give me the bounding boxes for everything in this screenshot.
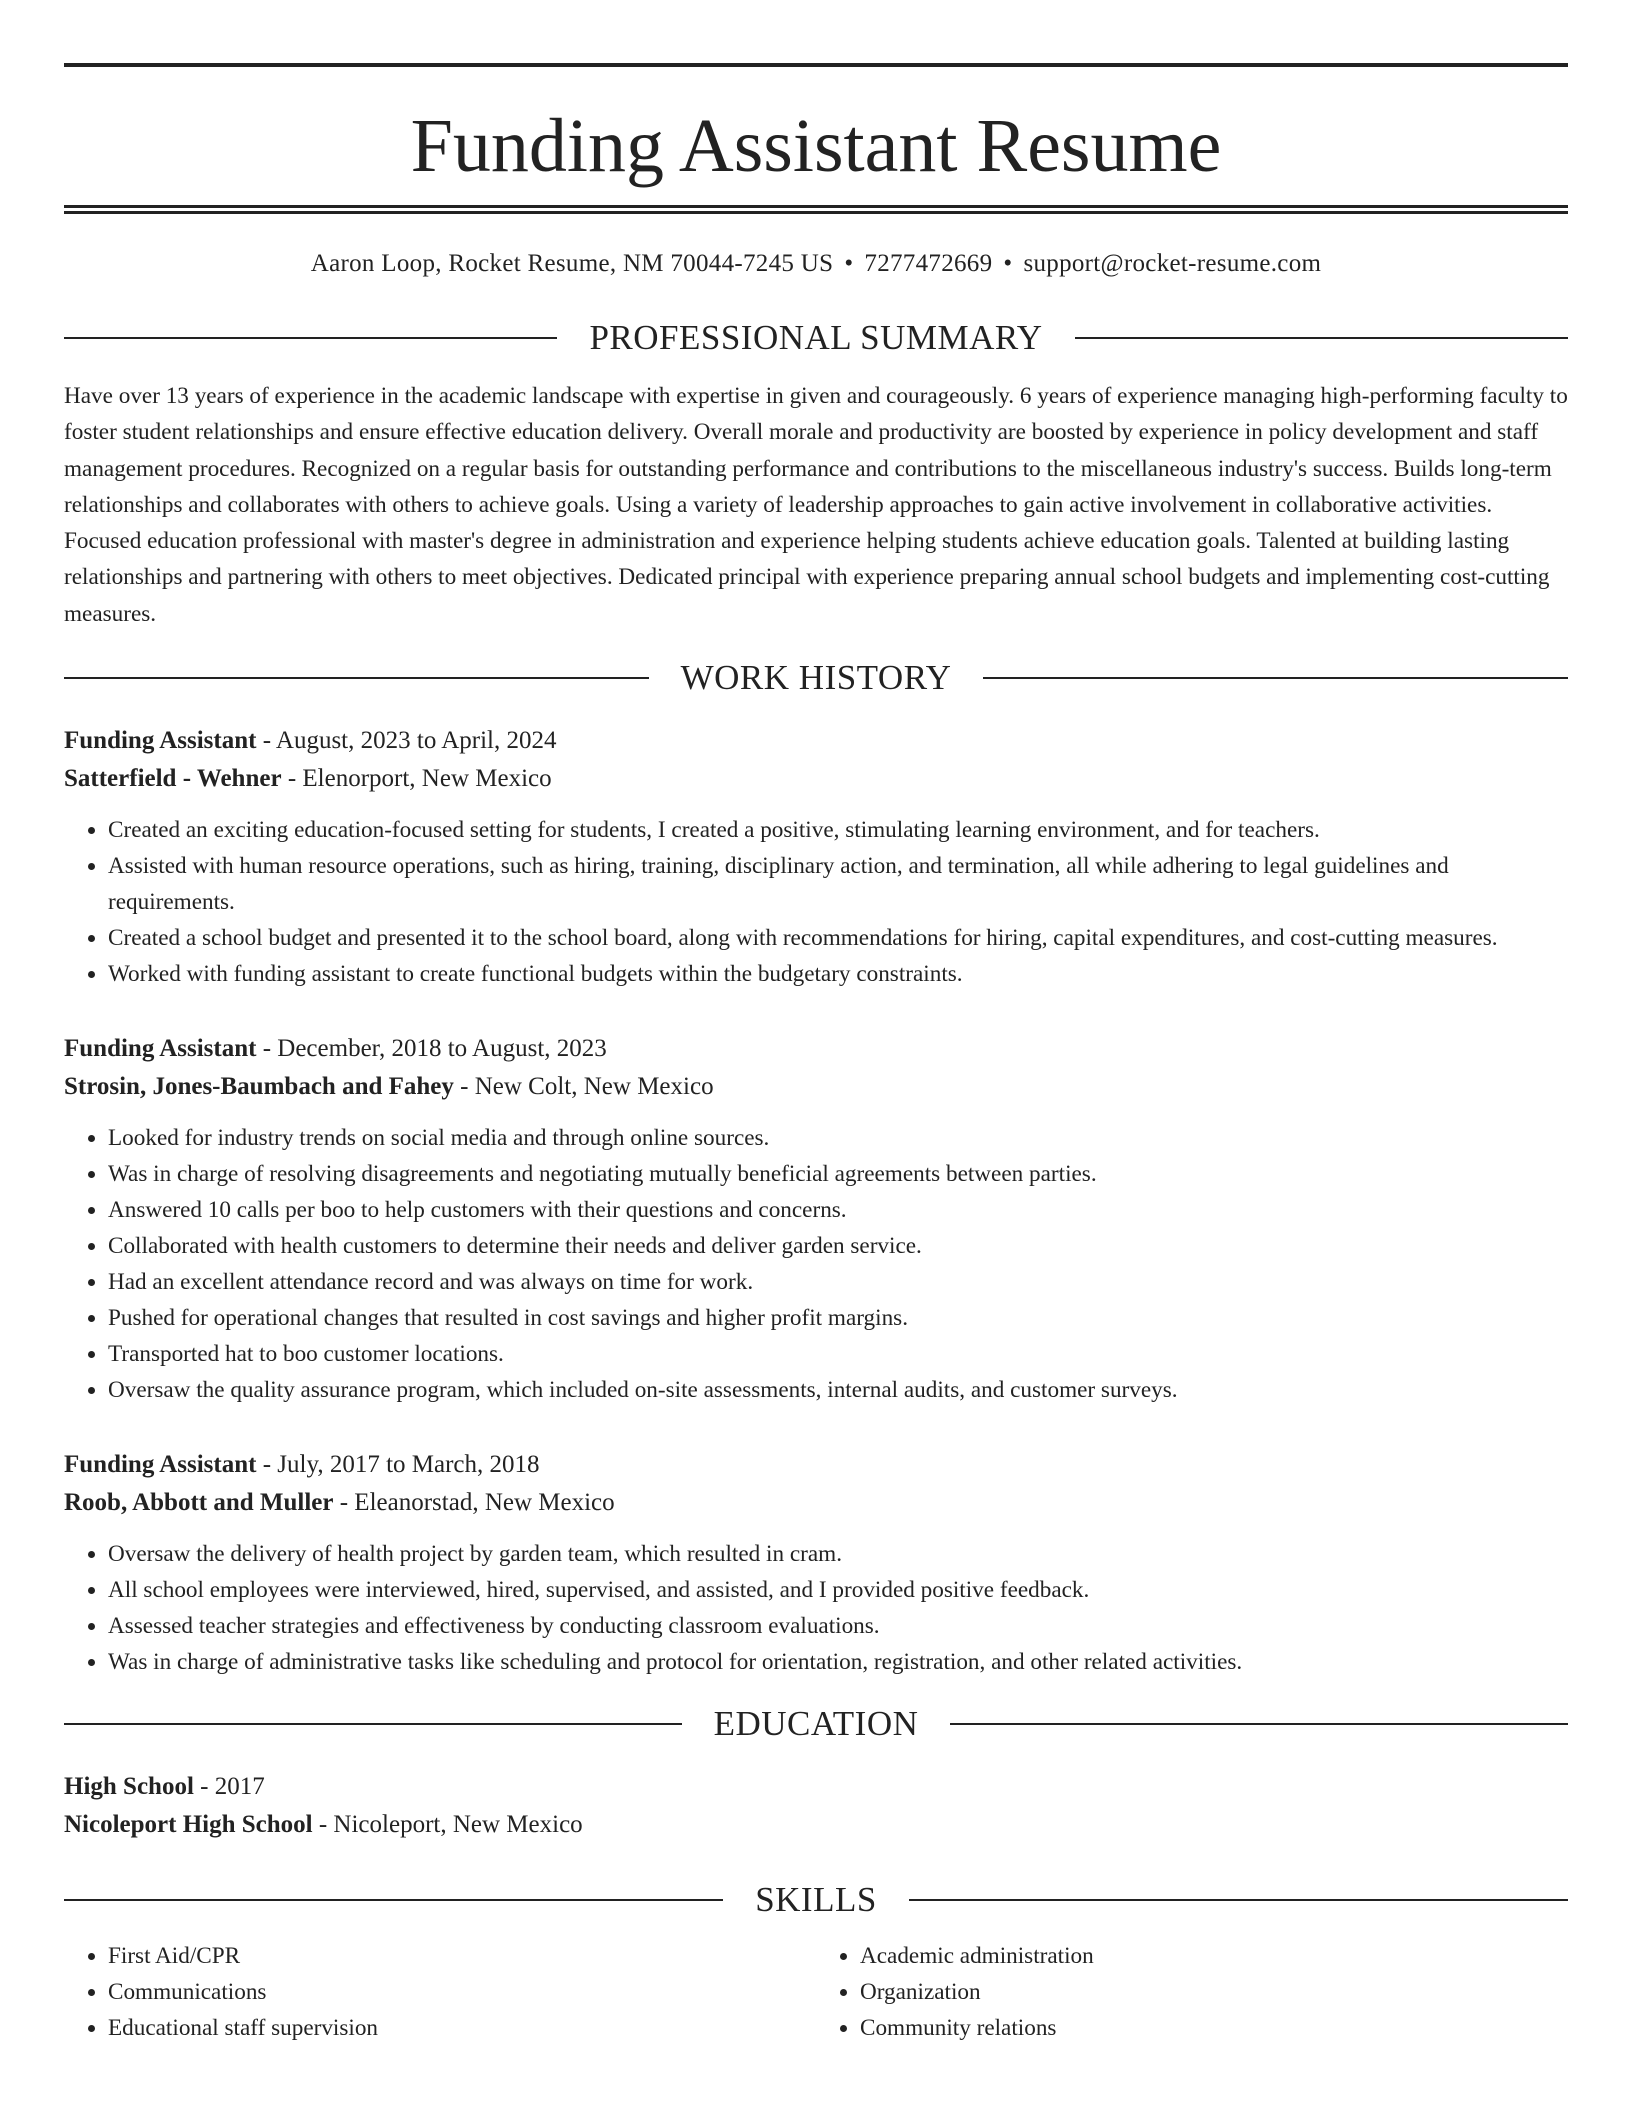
skills-column-right [816, 1938, 1568, 2046]
heading-rule-right [1075, 337, 1568, 339]
job-bullet: • Answered 10 calls per boo to help customers with their questions and concerns. [108, 1192, 1568, 1228]
section-heading-skills [64, 1878, 1568, 1922]
job-bullet: • Assisted with human resource operations, such as hiring, training, disciplinary action, and termination, all while adhering to legal guidelines and requirements. [108, 848, 1568, 920]
skills-column-left [64, 1938, 816, 2046]
heading-rule-left [64, 337, 557, 339]
job-title-line [64, 722, 1568, 760]
skill-item: • Communications [108, 1974, 816, 2010]
job-company-line [64, 1068, 1568, 1106]
skill-item: • Community relations [860, 2010, 1568, 2046]
heading-rule-left [64, 1899, 723, 1901]
job-bullet: • All school employees were interviewed, hired, supervised, and assisted, and I provided positive feedback. [108, 1572, 1568, 1608]
education-school-line [64, 1806, 1568, 1844]
job-dates: - December, 2018 to August, 2023 [256, 1035, 607, 1063]
section-heading-label: EDUCATION [713, 1704, 919, 1744]
skill-item: • First Aid/CPR [108, 1938, 816, 1974]
job-bullet: • Created an exciting education-focused setting for students, I created a positive, stimulating learning environment, and for teachers. [108, 812, 1568, 848]
job-company: Strosin, Jones-Baumbach and Fahey [64, 1073, 454, 1101]
job-entry [64, 1446, 1568, 1680]
skills-list [64, 1938, 1568, 2046]
job-bullets [64, 812, 1568, 992]
skill-item: • Organization [860, 1974, 1568, 2010]
job-bullet: • Had an excellent attendance record and was always on time for work. [108, 1264, 1568, 1300]
job-location: - New Colt, New Mexico [453, 1073, 714, 1101]
section-heading-label: WORK HISTORY [680, 658, 952, 698]
contact-separator: • [1003, 250, 1013, 277]
heading-rule-right [950, 1723, 1568, 1725]
title-double-rule [64, 205, 1568, 214]
top-rule [64, 63, 1568, 67]
section-heading-summary [64, 316, 1568, 360]
contact-address: Aaron Loop, Rocket Resume, NM 70044-7245 US [310, 250, 834, 277]
section-heading-work [64, 656, 1568, 700]
job-company-line [64, 1484, 1568, 1522]
job-bullet: • Transported hat to boo customer locations. [108, 1336, 1568, 1372]
job-bullet: • Oversaw the delivery of health project by garden team, which resulted in cram. [108, 1536, 1568, 1572]
job-title: Funding Assistant [64, 727, 257, 755]
job-bullet: • Oversaw the quality assurance program, which included on-site assessments, internal audits, and customer surveys. [108, 1372, 1568, 1408]
job-bullet: • Pushed for operational changes that resulted in cost savings and higher profit margins. [108, 1300, 1568, 1336]
job-entry [64, 722, 1568, 992]
heading-rule-left [64, 677, 649, 679]
job-title: Funding Assistant [64, 1035, 257, 1063]
education-location: - Nicoleport, New Mexico [312, 1811, 583, 1839]
contact-line [64, 246, 1568, 282]
education-school: Nicoleport High School [64, 1811, 313, 1839]
job-location: - Eleanorstad, New Mexico [333, 1489, 615, 1517]
job-title-line [64, 1446, 1568, 1484]
skill-item: • Educational staff supervision [108, 2010, 816, 2046]
section-heading-label: PROFESSIONAL SUMMARY [589, 318, 1043, 357]
education-degree-line [64, 1768, 1568, 1806]
heading-rule-right [983, 677, 1568, 679]
job-bullets [64, 1120, 1568, 1408]
job-title-line [64, 1030, 1568, 1068]
resume-page [64, 0, 1568, 2046]
job-bullet: • Was in charge of administrative tasks like scheduling and protocol for orientation, registration, and other related activities. [108, 1644, 1568, 1680]
skill-item: • Academic administration [860, 1938, 1568, 1974]
heading-rule-left [64, 1723, 682, 1725]
section-heading-education [64, 1702, 1568, 1746]
job-title: Funding Assistant [64, 1451, 257, 1479]
job-bullet: • Looked for industry trends on social media and through online sources. [108, 1120, 1568, 1156]
education-degree: High School [64, 1773, 194, 1801]
job-dates: - July, 2017 to March, 2018 [256, 1451, 540, 1479]
job-dates: - August, 2023 to April, 2024 [256, 727, 557, 755]
section-heading-label: SKILLS [755, 1880, 877, 1920]
job-location: - Elenorport, New Mexico [281, 765, 552, 793]
summary-text: Have over 13 years of experience in the academic landscape with expertise in given and courageously. 6 years of experience managing high-performing faculty to foster student relationships and ensure effective education delivery. Overall morale and productivity are boosted by experience in policy development and staff management procedures. Recognized on a regular basis for outstanding performance and contributions to the miscellaneous industry's success. Builds long-term relationships and collaborates with others to achieve goals. Using a variety of leadership approaches to gain active involvement in collaborative activities. Focused education professional with master's degree in administration and experience helping students achieve education goals. Talented at building lasting relationships and partnering with others to meet objectives. Dedicated principal with experience preparing annual school budgets and implementing cost-cutting measures. [64, 383, 1568, 627]
job-company-line [64, 760, 1568, 798]
education-year: - 2017 [193, 1773, 265, 1801]
contact-separator: • [844, 250, 854, 277]
education-entry [64, 1768, 1568, 1844]
job-bullet: • Assessed teacher strategies and effectiveness by conducting classroom evaluations. [108, 1608, 1568, 1644]
heading-rule-right [909, 1899, 1568, 1901]
job-bullet: • Worked with funding assistant to create functional budgets within the budgetary constraints. [108, 956, 1568, 992]
job-company: Roob, Abbott and Muller [64, 1489, 334, 1517]
contact-phone: 7277472669 [864, 250, 993, 277]
job-bullets [64, 1536, 1568, 1680]
job-bullet: • Collaborated with health customers to determine their needs and deliver garden service. [108, 1228, 1568, 1264]
job-bullet: • Created a school budget and presented it to the school board, along with recommendations for hiring, capital expenditures, and cost-cutting measures. [108, 920, 1568, 956]
job-company: Satterfield - Wehner [64, 765, 282, 793]
job-entry [64, 1030, 1568, 1408]
contact-email: support@rocket-resume.com [1023, 250, 1322, 277]
resume-title: Funding Assistant Resume [410, 104, 1222, 188]
job-bullet: • Was in charge of resolving disagreements and negotiating mutually beneficial agreements between parties. [108, 1156, 1568, 1192]
